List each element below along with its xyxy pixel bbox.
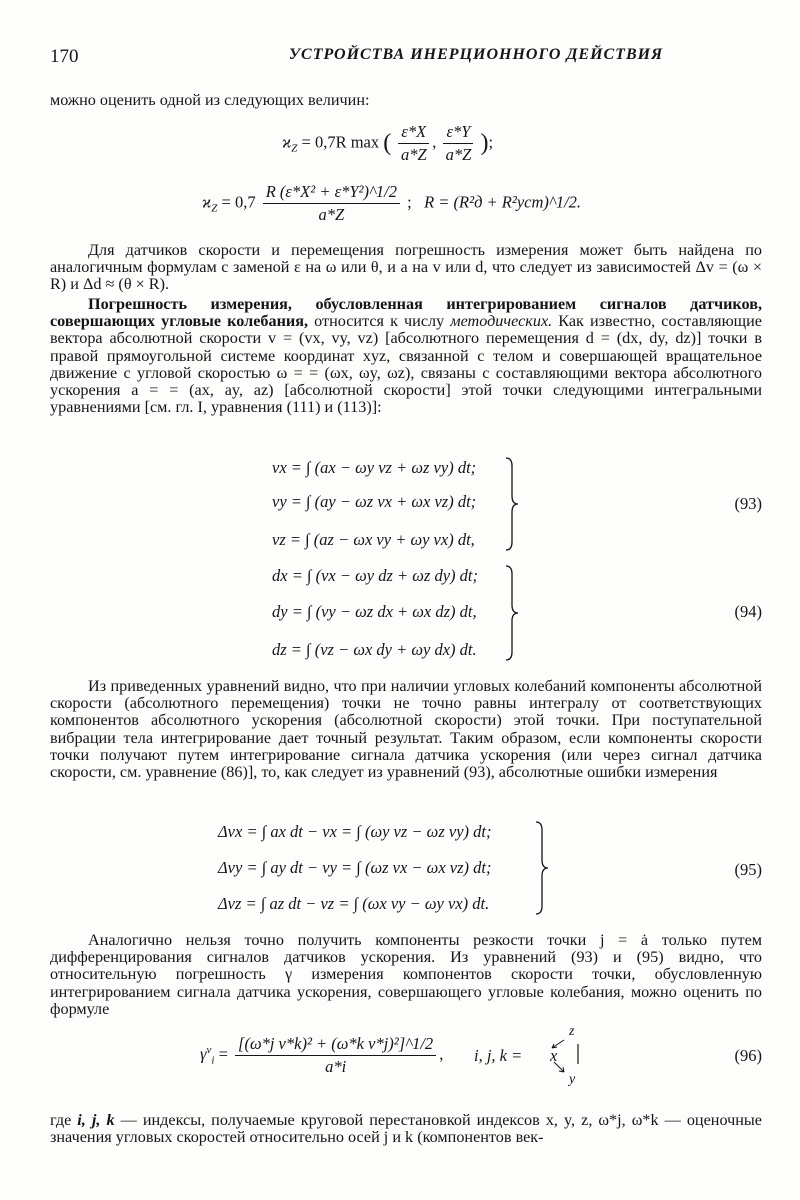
eq94-number: (94) xyxy=(734,602,762,621)
r-definition: R = (R²д + R²уст)^1/2. xyxy=(424,192,582,212)
kappa1-lhs-sub: Z xyxy=(291,142,298,155)
eq93-brace xyxy=(504,456,520,552)
eq95-brace xyxy=(534,820,550,916)
eq95-line-1: Δvx = ∫ ax dt − vx = ∫ (ωy vz − ωz vy) dt; xyxy=(218,822,492,841)
eq93-line-1: vx = ∫ (ax − ωy vz + ωz vy) dt; xyxy=(272,458,477,477)
eq95-line-2: Δvy = ∫ ay dt − vy = ∫ (ωz vx − ωx vz) dt; xyxy=(218,858,492,877)
eq95-number: (95) xyxy=(734,860,762,879)
paragraph-integration-error: Погрешность измерения, обусловленная интегрированием сигналов датчиков, совершающих угловые колебания, относится к числу методических. Как известно, составляющие вектора абсолютной скорости v = (vx, vy, vz) [абсолютного перемещения d = (dx, dy, dz)] точки в правой прямоугольной системе координат xyz, связанной с телом и совершающей вращательное движение с угловой скоростью ω = = (ωx, ωy, ωz), связаны с составляющими вектора абсолютного ускорения a = = (ax, ay, az) [абсолютной скорости] этой точки следующими интегральными уравнениями [см. гл. I, уравнения (111) и (113)]: xyxy=(50,295,762,417)
equation-kappa-1: $ϰ_Z = 0,7R$ max ( $\frac{\varepsilon*X}{a*Z}$ , $\frac{\varepsilon*Y}{a*Z}$ ); xyxy=(282,122,494,164)
eq93-number: (93) xyxy=(734,494,762,513)
paragraph-sensors: Для датчиков скорости и перемещения погрешность измерения может быть найдена по аналогичным формулам с заменой ε на ω или θ, и a на v или d, что следует из зависимостей Δv = (ω × R) и Δd ≈ (θ × R). xyxy=(50,241,762,294)
page-number: 170 xyxy=(50,46,79,67)
eq93-line-2: vy = ∫ (ay − ωz vx + ωx vz) dt; xyxy=(272,492,477,511)
eq96-cycle-top: z xyxy=(569,1024,575,1039)
kappa1-lhs: ϰ xyxy=(282,132,292,152)
eq93-line-3: vz = ∫ (az − ωx vy + ωy vx) dt, xyxy=(272,530,475,549)
paragraph-jerk: Аналогично нельзя точно получить компоненты резкости точки j = ȧ только путем дифференцирования сигналов датчиков ускорения. Из уравнений (93) и (95) видно, что относительную погрешность γ измерения компонентов скорости точки, обусловленную интегрированием сигнала датчика ускорения, совершающего угловые колебания, можно оценить по формуле xyxy=(50,931,762,1018)
book-page xyxy=(50,0,762,1200)
eq96-number: (96) xyxy=(734,1046,762,1065)
kappa1-prefix: = 0,7R max xyxy=(301,132,380,152)
eq94-line-2: dy = ∫ (vy − ωz dx + ωx dz) dt, xyxy=(272,602,477,621)
eq96-cycle-bot: y xyxy=(569,1072,576,1087)
kappa2-fraction: $\frac{\text{R (ε*X² + ε*Y²)\textasciicircum{}1/2}}{a*Z}$ xyxy=(263,182,400,225)
kappa1-fraction-1: $\frac{\varepsilon*X}{a*Z}$ xyxy=(398,122,429,165)
eq96-cycle-arrows xyxy=(548,1030,584,1078)
paragraph-indices: где i, j, k — индексы, получаемые круговой перестановкой индексов x, y, z, ω*j, ω*k — оценочные значения угловых скоростей относительно осей j и k (компонентов век- xyxy=(50,1111,762,1147)
eq96-indices: i, j, k = xyxy=(474,1046,523,1065)
intro-line: можно оценить одной из следующих величин: xyxy=(50,91,370,109)
paragraph-bold-lead: Погрешность измерения, обусловленная интегрированием сигналов датчиков, совершающих угловые колебания, xyxy=(50,295,762,331)
eq94-line-1: dx = ∫ (vx − ωy dz + ωz dy) dt; xyxy=(272,566,479,585)
methodic-term: методических. xyxy=(450,312,553,331)
kappa2-prefix: = 0,7 xyxy=(221,192,256,212)
equation-kappa-2: $ϰ_Z = 0,7$ $\frac{\text{R (ε*X² + ε*Y²)\textasciicircum{}1/2}}{a*Z}$ ; R = (R²д + R²уст)^1/2. xyxy=(202,182,582,224)
eq94-brace xyxy=(504,564,520,662)
eq94-line-3: dz = ∫ (vz − ωx dy + ωy dx) dt. xyxy=(272,640,477,659)
running-title: УСТРОЙСТВА ИНЕРЦИОННОГО ДЕЙСТВИЯ xyxy=(288,46,664,63)
indices-term: i, j, k xyxy=(77,1111,115,1129)
kappa1-fraction-2: $\frac{\varepsilon*Y}{a*Z}$ xyxy=(443,122,473,165)
paragraph-angular-vibrations: Из приведенных уравнений видно, что при наличии угловых колебаний компоненты абсолютной скорости (абсолютного перемещения) точки не точно равны интегралу от соответствующих компонентов абсолютного ускорения (абсолютной скорости) этой точки. При поступательной вибрации тела интегрирование дает точный результат. Таким образом, если компоненты скорости точки получают путем интегрирование сигнала датчика ускорения (или через сигнал датчика скорости, см. уравнение (86)], то, как следует из уравнений (93), абсолютные ошибки измерения xyxy=(50,677,762,782)
eq95-line-3: Δvz = ∫ az dt − vz = ∫ (ωx vy − ωy vx) dt. xyxy=(218,894,490,913)
eq96-cycle-mid: x xyxy=(550,1046,558,1065)
eq96-formula: $\gamma^v_i$ = $\frac{\text{[(ω*j v*k)² + (ω*k v*j)²]\textasciicircum{}1/2}}{a*i}$ , xyxy=(200,1034,444,1076)
eq96-fraction: $\frac{\text{[(ω*j v*k)² + (ω*k v*j)²]\textasciicircum{}1/2}}{a*i}$ xyxy=(235,1034,436,1077)
page-header xyxy=(50,46,762,68)
